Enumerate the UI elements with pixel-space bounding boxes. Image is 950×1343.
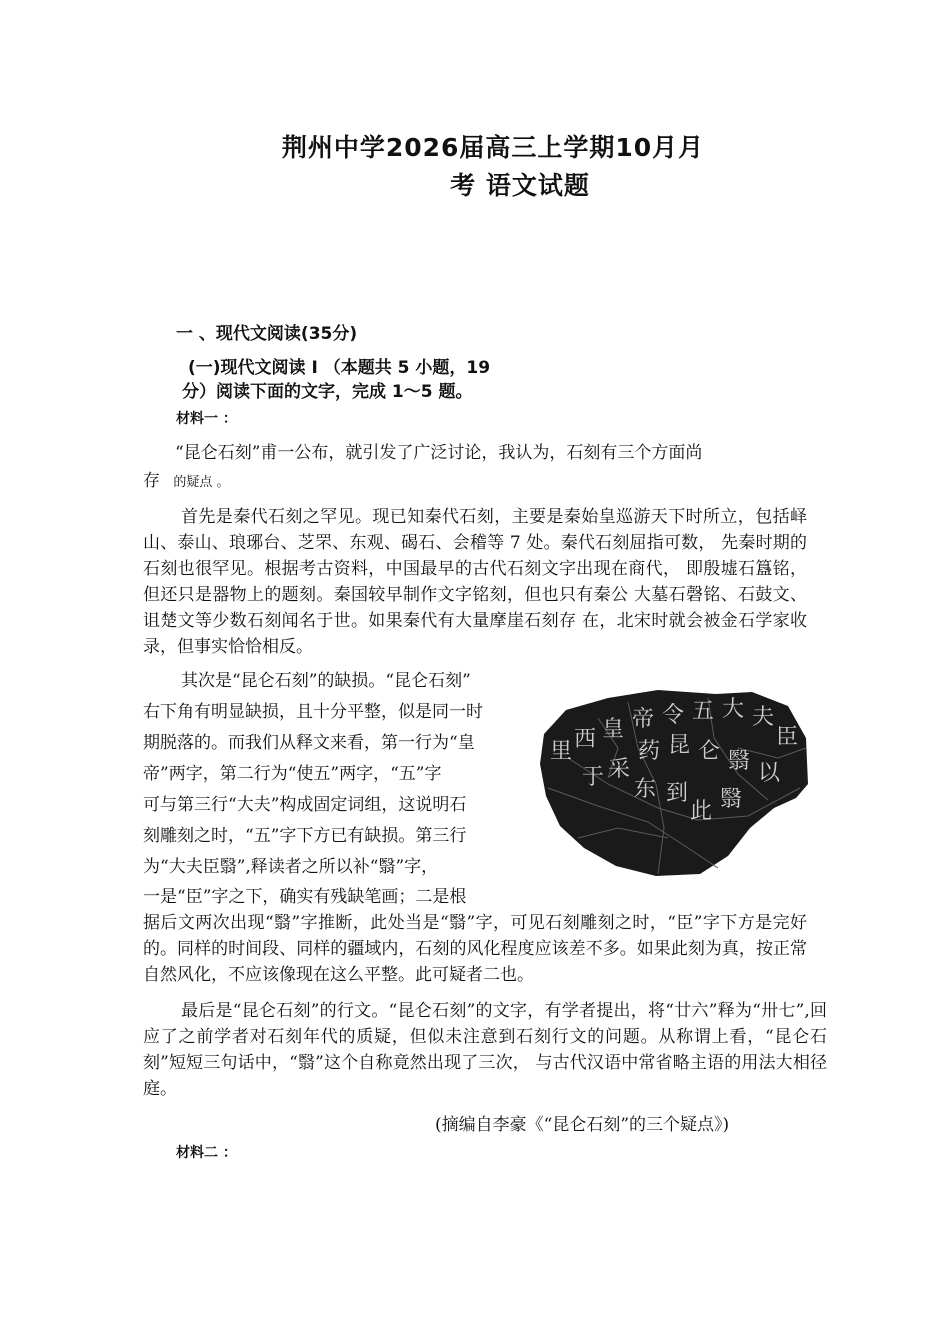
para2-line3: 期脱落的。而我们从释文来看，第一行为“皇 — [143, 733, 475, 753]
svg-text:采: 采 — [608, 757, 631, 782]
stone-inscription-rubbing-image — [538, 688, 810, 878]
svg-text:此: 此 — [690, 799, 713, 824]
svg-text:到: 到 — [666, 781, 689, 806]
exam-title-line1: 荆州中学2026届高三上学期10月月 — [281, 133, 705, 162]
para2-line4: 帝”两字，第二行为“使五”两字，“五”字 — [143, 764, 442, 784]
svg-text:臣: 臣 — [776, 725, 799, 750]
svg-text:以: 以 — [758, 761, 781, 786]
material1-source: (摘编自李豪《“昆仑石刻”的三个疑点》) — [435, 1115, 730, 1135]
material1-paragraph3: 最后是“昆仑石刻”的行文。“昆仑石刻”的文字，有学者提出，将“廿六”释为“卅七”,回应了之前学者对石刻年代的质疑，但似未注意到石刻行文的问题。从称谓上看，“昆仑石刻”短短三句话中，“翳”这个自称竟然出现了三次， 与古代汉语中常省略主语的用法大相径庭。 — [143, 1001, 827, 1099]
svg-text:昆: 昆 — [668, 733, 691, 758]
para2-line2: 右下角有明显缺损，且十分平整，似是同一时 — [143, 702, 483, 722]
material1-intro-line2 — [143, 466, 230, 491]
para2-line7: 为“大夫臣翳”,释读者之所以补“翳”字， — [143, 857, 439, 877]
svg-text:药: 药 — [638, 739, 661, 764]
section-heading: 一 、现代文阅读(35分) — [176, 324, 358, 344]
subsection-line1: (一)现代文阅读 I （本题共 5 小题，19 — [188, 358, 491, 378]
svg-text:皇: 皇 — [602, 717, 625, 742]
exam-title-line2: 考 语文试题 — [450, 171, 590, 200]
svg-text:令: 令 — [662, 703, 685, 728]
para2-line6: 刻雕刻之时，“五”字下方已有缺损。第三行 — [143, 826, 467, 846]
para2-line1: 其次是“昆仑石刻”的缺损。“昆仑石刻” — [181, 671, 471, 691]
para2-line8: 一是“臣”字之下，确实有残缺笔画；二是根 — [143, 887, 467, 907]
svg-text:帝: 帝 — [632, 707, 655, 732]
svg-text:仑: 仑 — [698, 739, 721, 764]
intro-line2-rest: 的疑点 。 — [173, 475, 230, 490]
svg-text:夫: 夫 — [752, 705, 775, 730]
svg-text:大: 大 — [722, 697, 745, 722]
svg-text:翳: 翳 — [728, 749, 751, 774]
svg-text:西: 西 — [574, 727, 597, 752]
para2-line5: 可与第三行“大夫”构成固定词组，这说明石 — [143, 795, 467, 815]
svg-text:东: 东 — [634, 777, 657, 802]
material1-paragraph2-rest: 据后文两次出现“翳”字推断，此处当是“翳”字，可见石刻雕刻之时，“臣”字下方是完好的。同样的时间段、同样的疆域内，石刻的风化程度应该差不多。如果此刻为真，按正常自然风化，不应该像现在这么平整。此可疑者二也。 — [143, 913, 807, 985]
material2-label: 材料二 ： — [176, 1145, 237, 1161]
material1-intro-line1: “昆仑石刻”甫一公布，就引发了广泛讨论，我认为，石刻有三个方面尚 — [175, 443, 703, 463]
svg-text:翳: 翳 — [720, 787, 743, 812]
subsection-line2: 分）阅读下面的文字，完成 1～5 题。 — [182, 382, 473, 402]
svg-text:于: 于 — [582, 765, 605, 790]
material1-label: 材料一 ： — [176, 411, 237, 427]
svg-text:里: 里 — [550, 739, 573, 764]
material1-paragraph1: 首先是秦代石刻之罕见。现已知秦代石刻，主要是秦始皇巡游天下时所立，包括峄山、泰山、琅琊台、芝罘、东观、碣石、会稽等 7 处。秦代石刻屈指可数， 先秦时期的石刻也很罕见。根据考古资料，中国最早的古代石刻文字出现在商代， 即殷墟石簋铭，但还只是器物上的题刻。秦国较早制作文字铭刻，但也只有秦公 大墓石磬铭、石鼓文、诅楚文等少数石刻闻名于世。如果秦代有大量摩崖石刻存 在，北宋时就会被金石学家收录，但事实恰恰相反。 — [143, 507, 807, 657]
intro-line2-char: 存 — [143, 471, 160, 491]
svg-text:五: 五 — [692, 699, 715, 724]
